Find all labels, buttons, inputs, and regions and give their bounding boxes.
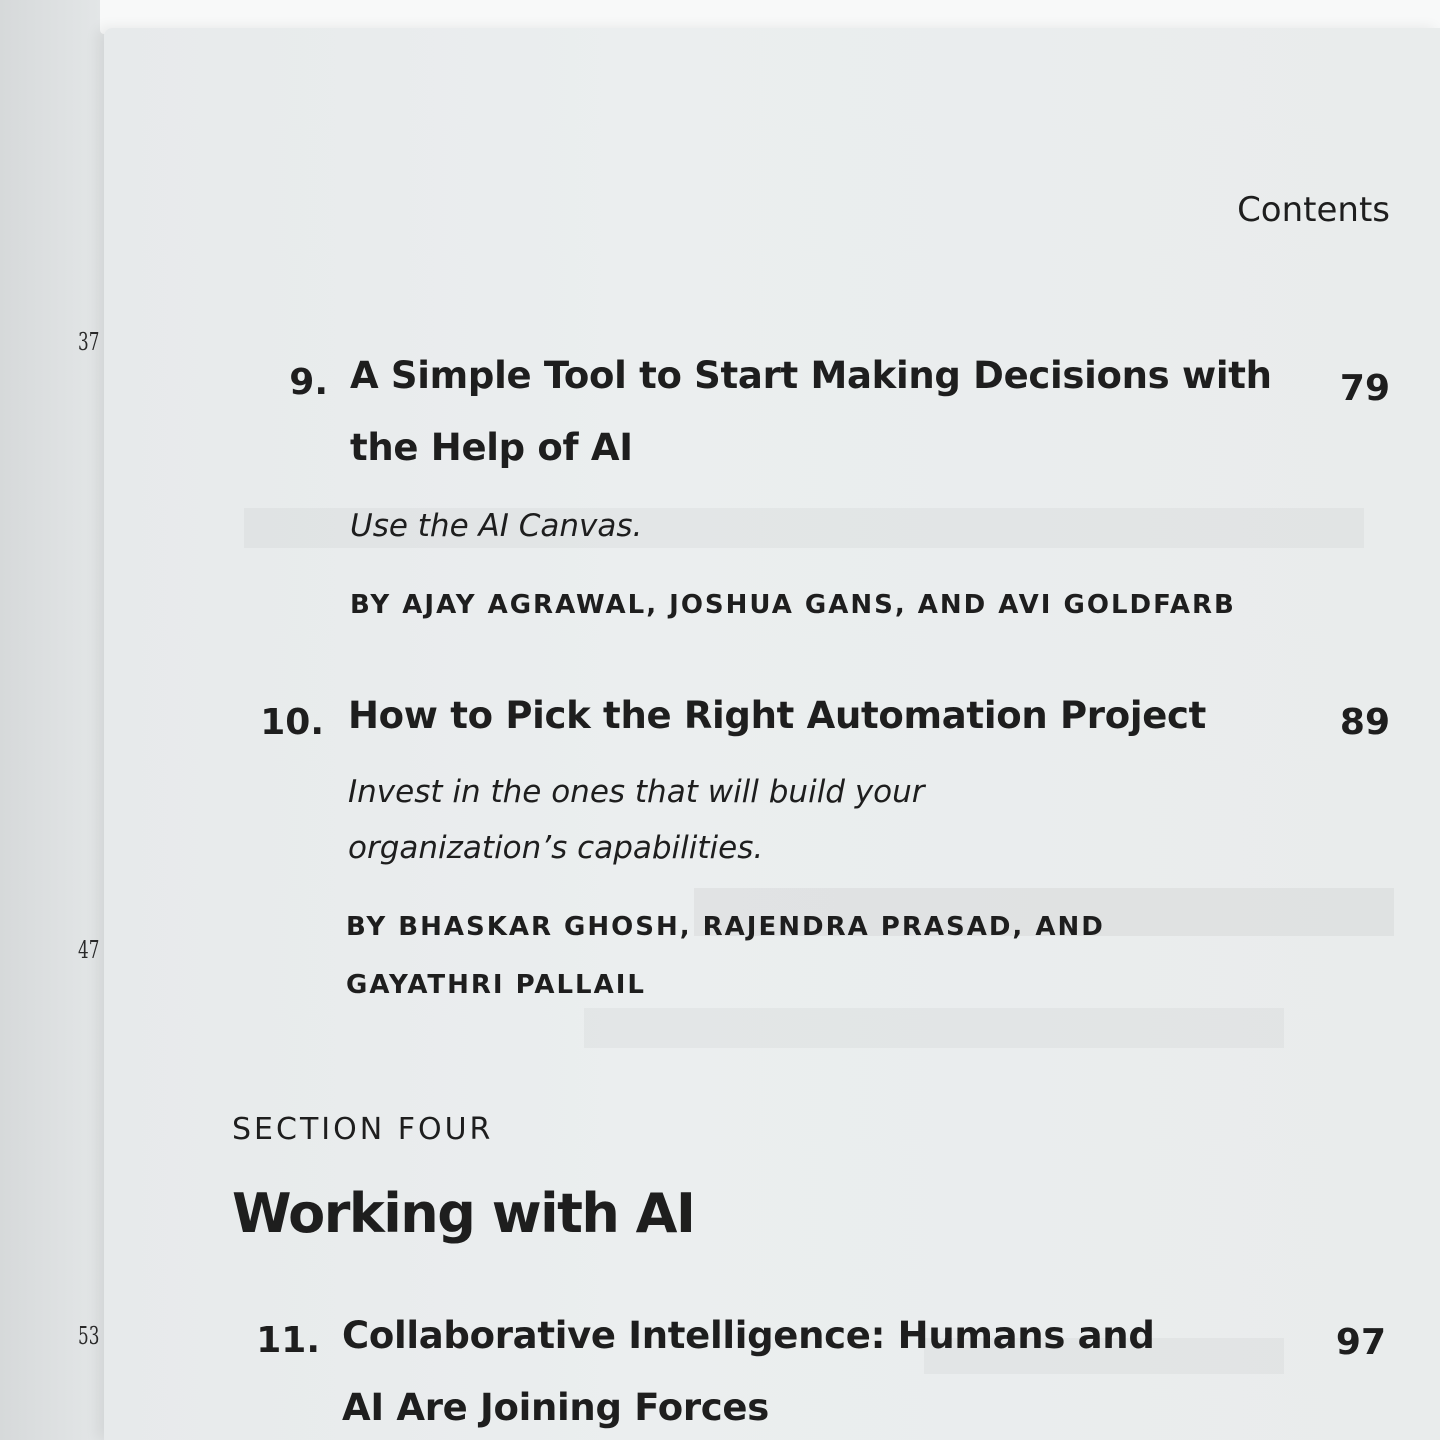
- entry-number: 11.: [256, 1320, 320, 1361]
- bleed-through-shadow: [584, 1008, 1284, 1048]
- left-page-number: 53: [78, 1322, 100, 1350]
- entry-byline-line: GAYATHRI PALLAIL: [346, 970, 646, 1000]
- left-page-number: 37: [78, 328, 100, 356]
- entry-subtitle-line: organization’s capabilities.: [348, 830, 764, 866]
- entry-subtitle: Use the AI Canvas.: [350, 508, 643, 544]
- entry-page-number: 97: [1335, 1322, 1386, 1363]
- entry-page-number: 89: [1339, 702, 1390, 743]
- entry-title-line: AI Are Joining Forces: [342, 1386, 769, 1429]
- entry-subtitle: [348, 764, 925, 876]
- entry-number: 10.: [260, 702, 324, 743]
- entry-title-line: Collaborative Intelligence: Humans and: [342, 1314, 1155, 1357]
- entry-subtitle-line: Invest in the ones that will build your: [348, 774, 925, 810]
- entry-title: [350, 340, 1272, 484]
- entry-title-line: How to Pick the Right Automation Project: [348, 694, 1207, 737]
- entry-byline-line: BY BHASKAR GHOSH, RAJENDRA PRASAD, AND: [346, 912, 1105, 942]
- entry-byline: BY AJAY AGRAWAL, JOSHUA GANS, AND AVI GOLDFARB: [350, 590, 1236, 620]
- entry-title-line: the Help of AI: [350, 426, 633, 469]
- section-title: Working with AI: [232, 1182, 695, 1245]
- entry-title: [348, 680, 1206, 752]
- entry-byline: [346, 898, 1105, 1014]
- entry-number: 9.: [289, 362, 328, 403]
- entry-title: [342, 1300, 1155, 1440]
- left-page-number: 47: [78, 936, 100, 964]
- entry-title-line: A Simple Tool to Start Making Decisions with: [350, 354, 1272, 397]
- section-label: SECTION FOUR: [232, 1112, 494, 1147]
- running-head: Contents: [1237, 190, 1390, 230]
- entry-page-number: 79: [1339, 368, 1390, 409]
